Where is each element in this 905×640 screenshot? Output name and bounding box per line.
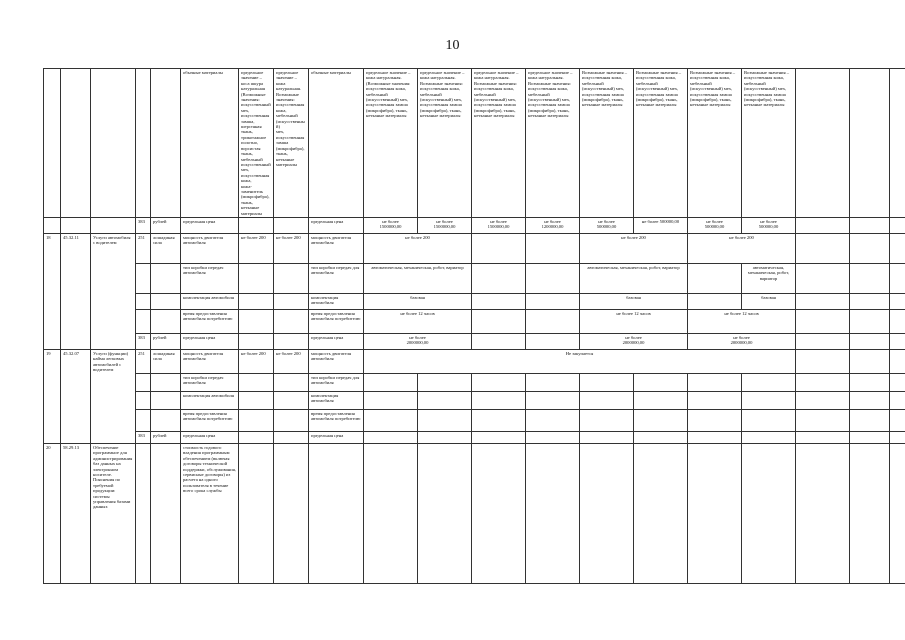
unit: лошадиная сила <box>151 233 181 263</box>
cell-value: автоматическая, механическая, робот, вариатор <box>364 263 472 293</box>
cell-value: автоматическая, механическая, робот, вариатор <box>580 263 688 293</box>
okpd-code: 45.32.07 <box>61 349 91 443</box>
cell-label: предельная цена <box>181 333 239 349</box>
cell-label: время предоставления автомобиля потребителю <box>309 309 364 333</box>
item-name: Услуги (функции) найма легковых автомобилей с водителем <box>91 349 136 443</box>
cell-value: не более 1500000,00 <box>472 217 526 233</box>
row-number: 20 <box>44 443 61 583</box>
page-number: 10 <box>445 38 460 53</box>
table-row <box>44 293 905 309</box>
cell-value: не более 500000,00 <box>634 217 688 233</box>
unit: рублей <box>151 431 181 443</box>
cell-label: предельная цена <box>181 431 239 443</box>
cell-label: мощность двигателя автомобиля <box>309 349 364 373</box>
cell-value: предельное значение – кожа натуральная. Возможные значения: искусственная кожа, мебельный (искусственный) мех, искусственная замша (микрофибра), ткань, нетканые материалы <box>418 69 472 218</box>
table-row <box>44 349 905 373</box>
cell-value: не более 500000,00 <box>742 217 796 233</box>
cell-value: не более 1500000,00 <box>418 217 472 233</box>
cell-value: не более 2000000,00 <box>364 333 472 349</box>
cell-label: время предоставления автомобиля потребителю <box>181 409 239 431</box>
cell-value: не более 12 часов <box>688 309 796 333</box>
table-row <box>44 391 905 409</box>
cell-label: тип коробки передач автомобиля <box>181 373 239 391</box>
okei-code: 251 <box>136 349 151 373</box>
cell-label: тип коробки передач для автомобиля <box>309 263 364 293</box>
cell-label: мощность двигателя автомобиля <box>309 233 364 263</box>
cell-value: не более 1200000,00 <box>526 217 580 233</box>
cell-value: не более 200 <box>239 233 274 263</box>
table-row <box>44 373 905 391</box>
cell-label: тип коробки передач автомобиля <box>181 263 239 293</box>
cell-label: обычные материалы <box>181 69 239 218</box>
table-row <box>44 263 905 293</box>
cell-value: не более 2000000,00 <box>688 333 796 349</box>
okei-code: 383 <box>136 217 151 233</box>
cell-label: предельная цена <box>181 217 239 233</box>
okpd-code: 58.29.13 <box>61 443 91 583</box>
table-row <box>44 431 905 443</box>
cell-value: не более 200 <box>274 233 309 263</box>
unit: рублей <box>151 217 181 233</box>
item-name: Услуги автомобиля с водителем <box>91 233 136 349</box>
table-row <box>44 333 905 349</box>
cell-value: предельное значение – коса шкура натуральная (Возможные значения: искусственный мех, искусственная замша, шерстяная ткань, трикотажное полотно, ворсистая ткань, мебельный искусственный мех, искусственная кожа, кожа-заменитель (микрофибра), ткань, нетканые материалы <box>239 69 274 218</box>
cell-label: предельная цена <box>309 431 364 443</box>
cell-value: предельное значение – кожа натуральная. Возможные значения: искусственная кожа, мебельный (искусственный) мех, искусственная замша (микрофибра), ткань, нетканые материалы <box>274 69 309 218</box>
table-row <box>44 443 905 583</box>
row-number: 18 <box>44 233 61 349</box>
cell-value: Возможные значения – искусственная кожа, мебельный (искусственный) мех, искусственная замша (микрофибра), ткань, нетканые материалы <box>580 69 634 218</box>
table-row <box>44 233 905 263</box>
okpd-code: 45.32.11 <box>61 233 91 349</box>
cell-label: предельная цена <box>309 333 364 349</box>
row-number: 19 <box>44 349 61 443</box>
cell-label: предельная цена <box>309 217 364 233</box>
cell-label: комплектация автомобиля <box>309 293 364 309</box>
table-row <box>44 409 905 431</box>
item-name: Обеспечение программное для администрирования баз данных на электронном носителе. Пояснения по требуемой продукции: системы управления базами данных <box>91 443 136 583</box>
cell-value: не более 500000,00 <box>580 217 634 233</box>
cell-label: комплектация автомобиля <box>181 293 239 309</box>
materials-row <box>44 69 905 218</box>
cell-value: предельное значение – кожа натуральная. Возможные значения: искусственная кожа, мебельный (искусственный) мех, искусственная замша (микрофибра), ткань, нетканые материалы <box>472 69 526 218</box>
cell-label: комплектация автомобиля <box>181 391 239 409</box>
cell-label: время предоставления автомобиля потребителю <box>181 309 239 333</box>
unit: лошадиная сила <box>151 349 181 373</box>
not-purchased-note: Не закупается <box>364 349 796 373</box>
limits-table <box>43 68 905 584</box>
okei-code: 383 <box>136 431 151 443</box>
cell-label: комплектация автомобиля <box>309 391 364 409</box>
unit: рублей <box>151 333 181 349</box>
cell-label: мощность двигателя автомобиля <box>181 233 239 263</box>
cell-value: Возможные значения – искусственная кожа, мебельный (искусственный) мех, искусственная замша (микрофибра), ткань, нетканые материалы <box>688 69 742 218</box>
cell-value: базовая <box>580 293 688 309</box>
cell-value: не более 1500000,00 <box>364 217 418 233</box>
cell-value: не более 500000,00 <box>688 217 742 233</box>
cell-value: автоматическая, механическая, робот, вариатор <box>742 263 796 293</box>
cell-value: не более 200 <box>364 233 472 263</box>
cell-value: базовая <box>364 293 472 309</box>
cell-value: предельное значение – кожа натуральная. (Возможные значения: искусственная кожа, мебельный (искусственный) мех, искусственная замша (микрофибра), ткань, нетканые материалы <box>364 69 418 218</box>
cell-value: не более 200 <box>274 349 309 373</box>
cell-label: тип коробки передач для автомобиля <box>309 373 364 391</box>
cell-value: не более 12 часов <box>364 309 472 333</box>
cell-label: стоимость годового владения программным обеспечением (включая договоры технической поддержки, обслуживания, сервисные договоры) из расчета на одного пользователя в течение всего срока службы <box>181 443 239 583</box>
cell-value: Возможные значения – искусственная кожа, мебельный (искусственный) мех, искусственная замша (микрофибра), ткань, нетканые материалы <box>742 69 796 218</box>
cell-value: не более 2000000,00 <box>580 333 688 349</box>
cell-label: обычные материалы <box>309 69 364 218</box>
cell-value: не более 12 часов <box>580 309 688 333</box>
price-row <box>44 217 905 233</box>
cell-label: время предоставления автомобиля потребителю <box>309 409 364 431</box>
okei-code: 251 <box>136 233 151 263</box>
cell-value: не более 200 <box>239 349 274 373</box>
okei-code: 383 <box>136 333 151 349</box>
cell-value: не более 200 <box>580 233 688 263</box>
cell-value: не более 200 <box>688 233 796 263</box>
cell-value: базовая <box>742 293 796 309</box>
cell-value: предельное значение – кожа натуральная. Возможные значения: искусственная кожа, мебельный (искусственный) мех, искусственная замша (микрофибра), ткань, нетканые материалы <box>526 69 580 218</box>
cell-value: Возможные значения – искусственная кожа, мебельный (искусственный) мех, искусственная замша (микрофибра), ткань, нетканые материалы <box>634 69 688 218</box>
table-row <box>44 309 905 333</box>
cell-label: мощность двигателя автомобиля <box>181 349 239 373</box>
